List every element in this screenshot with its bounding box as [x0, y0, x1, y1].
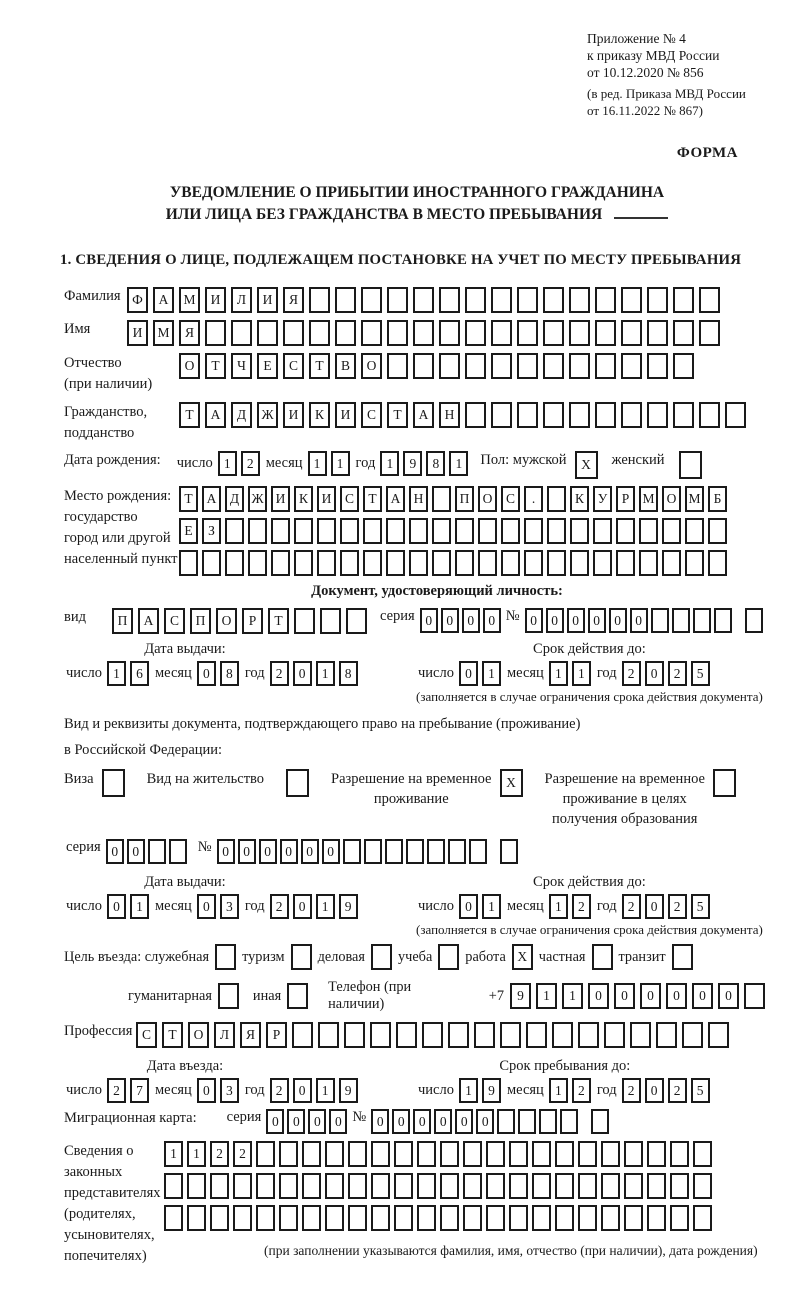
residence-series-label: серия: [66, 839, 101, 855]
purpose-humanitarian-checkbox: [218, 983, 239, 1009]
birthplace-row1-cells: Т А Д Ж И К И С Т А Н П О С . К У Р М О М Б: [179, 486, 731, 512]
profession-row: [64, 1022, 770, 1048]
entry-day-cells: 2 7: [107, 1078, 153, 1103]
appendix-line: к приказу МВД России: [587, 48, 720, 63]
phone-cells: 9 1 1 0 0 0 0 0 0: [510, 983, 770, 1009]
birthplace-label: Место рождения: государство город или другой населенный пункт: [64, 488, 178, 567]
residence-valid-year-cells: 2 0 2 5: [622, 894, 714, 919]
valid-date-heading: Срок действия до:: [533, 641, 646, 657]
purpose-business-checkbox: [371, 944, 392, 970]
purpose-business-label: деловая: [317, 948, 365, 965]
valid-date-heading: Срок действия до:: [533, 874, 646, 890]
profession-cells: С Т О Л Я Р: [136, 1022, 734, 1048]
day-label: число: [418, 1082, 454, 1098]
profession-label: Профессия: [64, 1023, 133, 1039]
sex-female-checkbox: [679, 451, 702, 479]
year-label: год: [596, 665, 617, 681]
identity-doc-row: [64, 608, 770, 634]
month-label: месяц: [506, 1082, 544, 1098]
patronymic-label: Отчество (при наличии): [64, 355, 153, 392]
birthplace-block: [64, 486, 770, 576]
identity-doc-heading: Документ, удостоверяющий личность:: [311, 583, 563, 599]
citizenship-cells: Т А Д Ж И К И С Т А Н: [179, 402, 751, 428]
sex-male-label: Пол: мужской: [480, 452, 567, 468]
residence-permit-option: [147, 769, 309, 797]
edition-line: (в ред. Приказа МВД России: [587, 86, 746, 101]
year-label: год: [244, 665, 265, 681]
birth-month-cells: 1 1: [308, 451, 354, 476]
appendix-line: от 10.12.2020 № 856: [587, 65, 704, 80]
title-blank-underline: [614, 205, 668, 219]
residence-options-row: [64, 769, 770, 829]
month-label: месяц: [154, 665, 192, 681]
residence-series-row: [64, 839, 770, 864]
residence-permit-checkbox: [286, 769, 309, 797]
stay-year-cells: 2 0 2 5: [622, 1078, 714, 1103]
birth-year-cells: 1 9 8 1: [380, 451, 472, 476]
residence-intro-line1: Вид и реквизиты документа, подтверждающего право на пребывание (проживание): [64, 716, 581, 732]
form-title-line1: УВЕДОМЛЕНИЕ О ПРИБЫТИИ ИНОСТРАННОГО ГРАЖДАНИНА: [169, 184, 665, 201]
temp-residence-label: Разрешение на временное проживание: [331, 771, 492, 807]
birthdate-row: [64, 451, 770, 479]
appendix-line: Приложение № 4: [587, 31, 686, 46]
year-label: год: [596, 898, 617, 914]
purpose-official-checkbox: [215, 944, 236, 970]
edu-residence-checkbox: [713, 769, 736, 797]
migration-number-label: №: [352, 1109, 367, 1125]
entry-year-cells: 2 0 1 9: [270, 1078, 362, 1103]
purpose-private-checkbox: [592, 944, 613, 970]
residence-series-cells: 0 0: [106, 839, 190, 864]
residence-valid-month-cells: 1 2: [549, 894, 595, 919]
doc-number-cells: 0 0 0 0 0 0: [525, 608, 766, 633]
day-label: число: [418, 898, 454, 914]
purpose-other-checkbox: [287, 983, 308, 1009]
migration-series-label: серия: [226, 1109, 262, 1125]
visa-option: [64, 769, 125, 797]
surname-label: Фамилия: [64, 288, 121, 304]
residence-intro-line2: в Российской Федерации:: [64, 742, 223, 758]
birthplace-row2-cells: Е З: [179, 518, 731, 544]
issue-date-heading: Дата выдачи:: [144, 874, 226, 890]
month-label: месяц: [506, 665, 544, 681]
form-label: ФОРМА: [676, 145, 738, 161]
purpose-other-label: иная: [252, 987, 282, 1004]
residence-issue-day-cells: 0 1: [107, 894, 153, 919]
sex-male-checkbox: X: [575, 451, 598, 479]
year-label: год: [244, 898, 265, 914]
day-label: число: [66, 1082, 102, 1098]
stay-day-cells: 1 9: [459, 1078, 505, 1103]
purpose-study-checkbox: [438, 944, 459, 970]
doc-valid-day-cells: 0 1: [459, 661, 505, 686]
residence-number-label: №: [197, 839, 212, 855]
migration-number-cells: 0 0 0 0 0 0: [371, 1109, 612, 1134]
year-label: год: [355, 455, 376, 471]
entry-month-cells: 0 3: [197, 1078, 243, 1103]
representatives-row3-cells: [164, 1205, 758, 1231]
patronymic-cells: О Т Ч Е С Т В О: [179, 353, 699, 379]
name-cells: И М Я: [127, 320, 725, 346]
surname-cells: Ф А М И Л И Я: [127, 287, 725, 313]
edu-residence-label: Разрешение на временное проживание в целях получения образования: [544, 771, 705, 827]
residence-issue-month-cells: 0 3: [197, 894, 243, 919]
migration-card-label: Миграционная карта:: [64, 1110, 197, 1126]
doc-series-label: серия: [380, 608, 415, 624]
purpose-study-label: учеба: [397, 948, 433, 965]
month-label: месяц: [154, 898, 192, 914]
doc-issue-year-cells: 2 0 1 8: [270, 661, 362, 686]
day-label: число: [418, 665, 454, 681]
edition-line: от 16.11.2022 № 867): [587, 103, 704, 118]
purpose-humanitarian-label: гуманитарная: [128, 987, 212, 1004]
doc-series-cells: 0 0 0 0: [420, 608, 504, 633]
name-label: Имя: [64, 321, 91, 337]
doc-issue-month-cells: 0 8: [197, 661, 243, 686]
migration-series-cells: 0 0 0 0: [266, 1109, 350, 1134]
citizenship-row: [64, 402, 770, 444]
doc-valid-year-cells: 2 0 2 5: [622, 661, 714, 686]
identity-doc-dates: [64, 641, 770, 705]
entry-stay-dates: [64, 1058, 770, 1103]
purpose-row: [64, 944, 770, 970]
form-title-line2: ИЛИ ЛИЦА БЕЗ ГРАЖДАНСТВА В МЕСТО ПРЕБЫВАНИЯ: [165, 206, 603, 223]
entry-date-heading: Дата въезда:: [146, 1058, 224, 1074]
section1-heading: 1. СВЕДЕНИЯ О ЛИЦЕ, ПОДЛЕЖАЩЕМ ПОСТАНОВКЕ НА УЧЕТ ПО МЕСТУ ПРЕБЫВАНИЯ: [60, 252, 742, 268]
representatives-row1-cells: 1 1 2 2: [164, 1141, 758, 1167]
temp-residence-checkbox: X: [500, 769, 523, 797]
phone-prefix: +7: [488, 987, 504, 1004]
purpose-transit-checkbox: [672, 944, 693, 970]
doc-issue-day-cells: 1 6: [107, 661, 153, 686]
surname-row: [64, 287, 770, 313]
purpose-row2-phone: [128, 979, 770, 1013]
residence-number-cells: 0 0 0 0 0 0: [217, 839, 521, 864]
year-label: год: [596, 1082, 617, 1098]
stay-month-cells: 1 2: [549, 1078, 595, 1103]
representatives-note: (при заполнении указываются фамилия, имя, отчество (при наличии), дата рождения): [264, 1243, 758, 1258]
doc-number-label: №: [505, 608, 520, 624]
stay-until-heading: Срок пребывания до:: [499, 1058, 631, 1074]
birthplace-row3-cells: [179, 550, 731, 576]
day-label: число: [66, 665, 102, 681]
valid-note: (заполняется в случае ограничения срока действия документа): [416, 689, 763, 704]
representatives-label: Сведения о законных представителях (родителях, усыновителях, попечителях): [64, 1143, 161, 1264]
form-title: [64, 182, 770, 226]
residence-issue-year-cells: 2 0 1 9: [270, 894, 362, 919]
residence-dates: [64, 874, 770, 938]
purpose-private-label: частная: [538, 948, 586, 965]
purpose-work-checkbox: X: [512, 944, 533, 970]
sex-female-label: женский: [611, 452, 665, 468]
residence-permit-label: Вид на жительство: [146, 771, 265, 787]
year-label: год: [244, 1082, 265, 1098]
birth-day-cells: 1 2: [218, 451, 264, 476]
purpose-work-label: работа: [465, 948, 506, 965]
month-label: месяц: [154, 1082, 192, 1098]
temp-residence-option: [331, 769, 522, 809]
purpose-official-label: Цель въезда: служебная: [64, 948, 210, 965]
migration-card-row: [64, 1109, 770, 1134]
name-row: [64, 320, 770, 346]
month-label: месяц: [265, 455, 303, 471]
visa-checkbox: [102, 769, 125, 797]
month-label: месяц: [506, 898, 544, 914]
patronymic-row: [64, 353, 770, 395]
birthdate-label: Дата рождения:: [64, 452, 161, 468]
visa-label: Виза: [64, 771, 94, 787]
phone-label: Телефон (при наличии): [328, 979, 412, 1012]
day-label: число: [176, 455, 213, 471]
purpose-tourism-checkbox: [291, 944, 312, 970]
representatives-block: [64, 1141, 770, 1267]
valid-note: (заполняется в случае ограничения срока действия документа): [416, 922, 763, 937]
issue-date-heading: Дата выдачи:: [144, 641, 226, 657]
purpose-transit-label: транзит: [618, 948, 666, 965]
citizenship-label: Гражданство, подданство: [64, 404, 148, 441]
purpose-tourism-label: туризм: [242, 948, 285, 965]
doc-valid-month-cells: 1 1: [549, 661, 595, 686]
edu-residence-option: [545, 769, 736, 829]
doc-kind-cells: П А С П О Р Т: [112, 608, 372, 634]
day-label: число: [66, 898, 102, 914]
appendix-block: [587, 30, 770, 119]
representatives-row2-cells: [164, 1173, 758, 1199]
doc-kind-label: вид: [64, 609, 86, 625]
residence-valid-day-cells: 0 1: [459, 894, 505, 919]
